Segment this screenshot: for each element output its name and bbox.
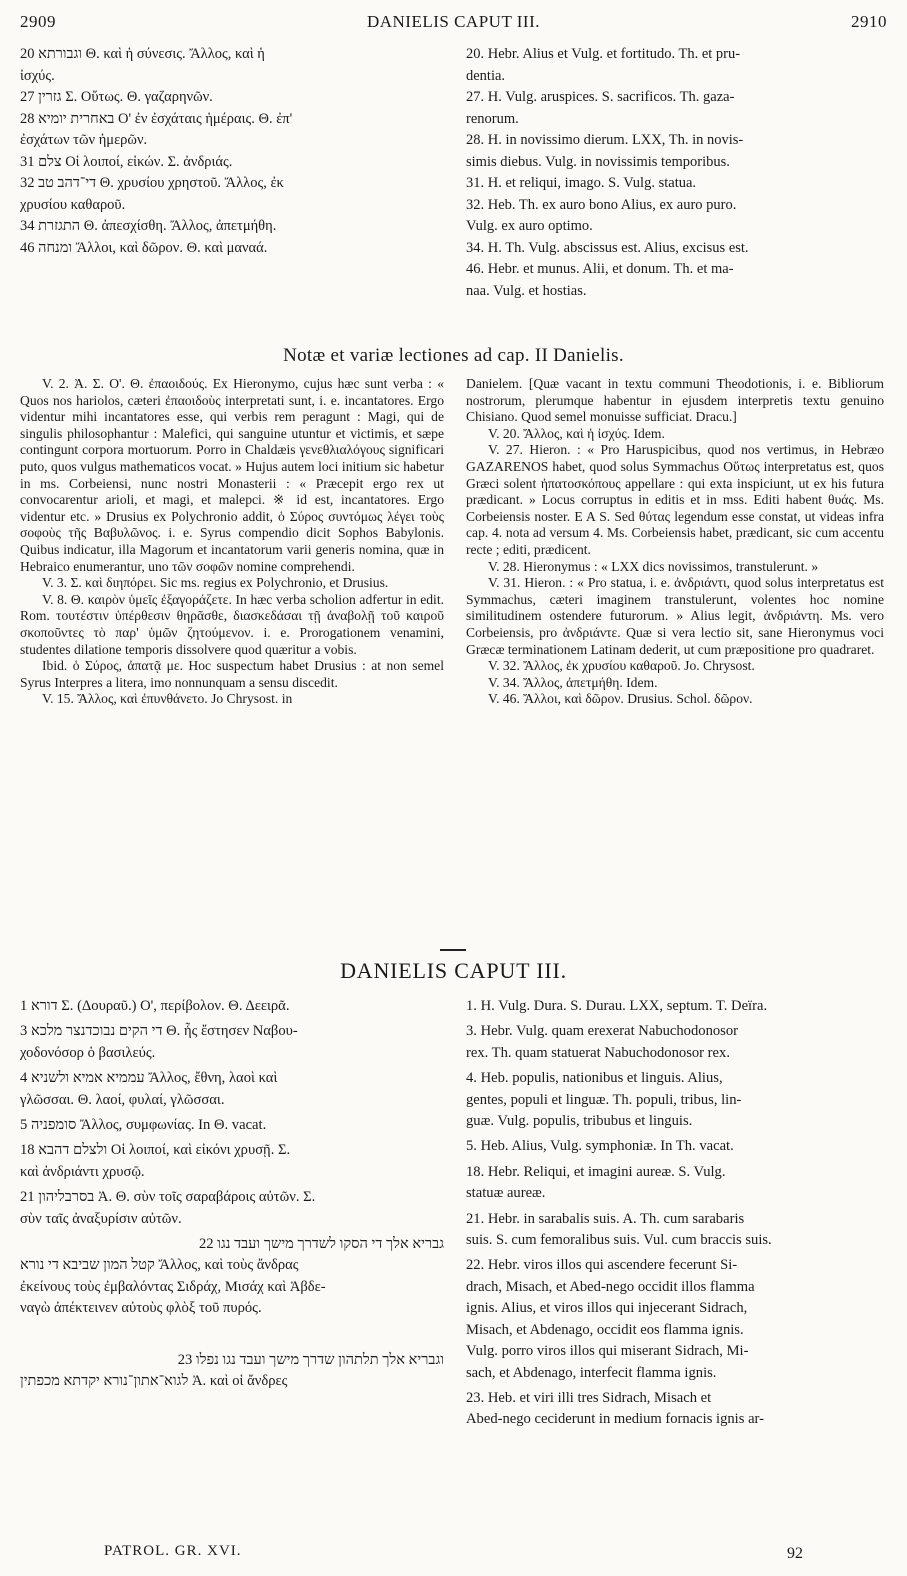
latin-line: 31. H. et reliqui, imago. S. Vulg. statua. bbox=[466, 175, 697, 191]
note-paragraph: V. 8. Θ. καιρὸν ὑμεῖς ἐξαγοράζετε. In hæc verba scholion adfertur in edit. Rom. τουτέστιν ὑπέρθεσιν θηρᾶσθε, διασκεδάσαι τῇ ἀναβολῇ τοῦ καιροῦ σκοποῦντες τὸ παρ' ὑμῶν ζητούμενον. i. e. Prorogationem venamini, studentes dilatione temporis dissolvere quod quæritur a vobis. bbox=[20, 591, 444, 657]
entry-line: 5. Heb. Alius, Vulg. symphoniæ. In Th. vacat. bbox=[466, 1138, 734, 1155]
note-paragraph: V. 28. Hieronymus : « LXX dics novissimos, transtulerunt. » bbox=[488, 558, 819, 574]
hebrew-line: וגבריא אלך תלתהון שדרך מישך ועבד נגו נפלו 23 bbox=[177, 1351, 444, 1368]
top-latin-column bbox=[466, 44, 884, 302]
chapter-entry-greek bbox=[20, 1234, 444, 1320]
chapter-title: DANIELIS CAPUT III. bbox=[340, 958, 567, 983]
chapter-entry-greek bbox=[20, 996, 444, 1017]
entry-line: sach, et Abdenago, interfecit flamma ignis. bbox=[466, 1364, 717, 1381]
greek-line: ומנחה 46 Ἄλλοι, καὶ δῶρον. Θ. καὶ μαναά. bbox=[20, 239, 268, 256]
entry-line: ולצלם דהבא 18 Οἱ λοιποί, καὶ εἰκόνι χρυσῇ. Σ. bbox=[20, 1142, 291, 1159]
entry-line: χοδονόσορ ὁ βασιλεύς. bbox=[20, 1044, 156, 1061]
entry-line: 3. Hebr. Vulg. quam erexerat Nabuchodonosor bbox=[466, 1023, 739, 1040]
entry-line: Vulg. porro viros illos qui miserant Sidrach, Mi- bbox=[466, 1343, 749, 1360]
chapter-entry-latin bbox=[466, 1136, 884, 1157]
latin-line: 32. Heb. Th. ex auro bono Alius, ex auro puro. bbox=[466, 196, 737, 213]
latin-line: Vulg. ex auro optimo. bbox=[466, 218, 593, 234]
entry-line: gentes, populi et linguæ. Th. populi, tribus, lin- bbox=[466, 1091, 742, 1108]
greek-line: ἰσχύς. bbox=[20, 67, 55, 84]
entry-line: ignis. Alius, et viros illos qui injecerant Sidrach, bbox=[466, 1300, 748, 1317]
running-title: DANIELIS CAPUT III. bbox=[366, 12, 541, 31]
latin-line: 27. H. Vulg. aruspices. S. sacrificos. Th. gaza- bbox=[466, 89, 735, 105]
note-paragraph: V. 46. Ἄλλοι, καὶ δῶρον. Drusius. Schol. δῶρον. bbox=[488, 691, 753, 707]
entry-line: ἐκείνους τοὺς ἐμβαλόντας Σιδράχ, Μισάχ καὶ Ἀβδε- bbox=[20, 1278, 326, 1295]
chapter-entry-greek bbox=[20, 1068, 444, 1111]
chapter-right-column bbox=[466, 996, 884, 1435]
chapter-entry-latin bbox=[466, 1021, 884, 1064]
entry-line: Abed-nego ceciderunt in medium fornacis ignis ar- bbox=[466, 1411, 764, 1428]
chapter-entry-latin bbox=[466, 1209, 884, 1252]
latin-line: 46. Hebr. et munus. Alii, et donum. Th. et ma- bbox=[466, 261, 734, 277]
greek-line: χρυσίου καθαροῦ. bbox=[20, 196, 126, 213]
entry-line: 18. Hebr. Reliqui, et imagini aureæ. S. Vulg. bbox=[466, 1163, 726, 1180]
section-divider bbox=[440, 949, 466, 951]
latin-line: naa. Vulg. et hostias. bbox=[466, 282, 587, 299]
note-paragraph: V. 34. Ἄλλος, ἀπετμήθη. Idem. bbox=[488, 674, 658, 690]
notes-title: Notæ et variæ lectiones ad cap. II Danielis. bbox=[283, 345, 624, 366]
latin-line: dentia. bbox=[466, 67, 506, 84]
entry-line: 1. H. Vulg. Dura. S. Durau. LXX, septum. T. Deïra. bbox=[466, 998, 768, 1014]
entry-line: σὺν ταῖς ἀναξυρίσιν αὐτῶν. bbox=[20, 1210, 182, 1227]
entry-line: 22. Hebr. viros illos qui ascendere fecerunt Si- bbox=[466, 1257, 738, 1274]
top-greek-column bbox=[20, 44, 444, 259]
entry-line: דורא 1 Σ. (Δουραῦ.) Ο', περίβολον. Θ. Δεειρᾶ. bbox=[20, 998, 290, 1014]
latin-line: 28. H. in novissimo dierum. LXX, Th. in novis- bbox=[466, 132, 744, 148]
latin-line: 20. Hebr. Alius et Vulg. et fortitudo. Th. et pru- bbox=[466, 46, 741, 62]
entry-line: statuæ aureæ. bbox=[466, 1185, 546, 1202]
footer-signature: 92 bbox=[787, 1545, 803, 1562]
greek-line: צלם 31 Οἱ λοιποί, εἰκών. Σ. ἀνδριάς. bbox=[20, 153, 233, 170]
chapter-entry-greek bbox=[20, 1021, 444, 1064]
chapter-entry-greek bbox=[20, 1140, 444, 1183]
entry-line: 23. Heb. et viri illi tres Sidrach, Misach et bbox=[466, 1389, 712, 1406]
entry-line: לגוא־אתון־נורא יקדתא מכפתין Ἀ. καὶ οἱ ἄνδρες bbox=[20, 1373, 288, 1390]
entry-line: עממיא אמיא ולשניא 4 Ἄλλος, ἔθνη, λαοὶ καὶ bbox=[20, 1070, 278, 1087]
entry-line: סומפניה 5 Ἄλλος, συμφωνίας. In Θ. vacat. bbox=[20, 1117, 267, 1134]
entry-line: suis. S. cum femoralibus suis. Vul. cum braccis suis. bbox=[466, 1232, 772, 1249]
note-paragraph: Ibid. ὁ Σύρος, ἀπατᾷ με. Hoc suspectum habet Drusius : at non semel Syrus Interpres a litera, imo nonnunquam a sensu discedit. bbox=[20, 658, 444, 690]
note-paragraph: V. 20. Ἄλλος, καὶ ἡ ἰσχύς. Idem. bbox=[488, 425, 665, 441]
entry-line: 4. Heb. populis, nationibus et linguis. Alius, bbox=[466, 1070, 723, 1087]
entry-line: guæ. Vulg. populis, tribubus et linguis. bbox=[466, 1113, 693, 1130]
entry-line: בסרבליהון 21 Ἀ. Θ. σὺν τοῖς σαραβάροις αὐτῶν. Σ. bbox=[20, 1189, 316, 1206]
latin-line: 34. H. Th. Vulg. abscissus est. Alius, excisus est. bbox=[466, 239, 749, 256]
latin-line: renorum. bbox=[466, 110, 519, 127]
greek-line: וגבורתא 20 Θ. καὶ ἡ σύνεσις. Ἄλλος, καὶ ἡ bbox=[20, 46, 265, 62]
note-paragraph: V. 32. Ἄλλος, ἐκ χρυσίου καθαροῦ. Jo. Chrysost. bbox=[488, 658, 755, 674]
chapter-left-column bbox=[20, 996, 444, 1397]
notes-right-column bbox=[466, 376, 884, 708]
chapter-entry-latin bbox=[466, 1388, 884, 1431]
greek-line: ἐσχάτων τῶν ἡμερῶν. bbox=[20, 132, 148, 148]
page-number-right: 2910 bbox=[851, 12, 887, 31]
note-paragraph: V. 2. Ἀ. Σ. Ο'. Θ. ἐπαοιδούς. Ex Hieronymo, cujus hæc sunt verba : « Quos nos hariolos, cæteri ἐπαοιδοὺς interpretati sunt, i. e. incantatores. Ergo videntur mihi incantatores esse, qui verbis rem peragunt : Magi, qui de singulis philosophantur : Malefici, qui sanguine utuntur et victimis, et sæpe contingunt corpora mortuorum. Porro in Chaldæis γενεθλιαλόγους significari puto, quos vulgus mathematicos vocat. » Hujus autem loci initium sic habetur in ms. Corbeiensi, nunc nostri Monasterii : « Præcepit ergo rex ut convocarentur arioli, et magi, et malepci. ※ id est, incantatores. Ergo videntur etc. » Drusius ex Polychronio addit, ὁ Σύρος συντόμως λέγει τοὺς σοφοὺς τῆς Βαβυλῶνος. i. e. Syrus compendio dicit Sophos Babylonis. Quibus indicatur, illa Magorum et incantatorum varii generis nomina, quæ in Hebraico enumerantur, uno τῶν σοφῶν nomine comprehendi. bbox=[20, 376, 444, 574]
entry-line: drach, Misach, et Abed-nego occidit illos flamma bbox=[466, 1278, 755, 1295]
chapter-entry-latin bbox=[466, 1068, 884, 1132]
chapter-entry-latin bbox=[466, 1162, 884, 1205]
entry-line: Misach, et Abdenago, occidit eos flamma ignis. bbox=[466, 1321, 744, 1338]
chapter-entry-greek bbox=[20, 1187, 444, 1230]
chapter-entry-greek bbox=[20, 1115, 444, 1136]
entry-line: די הקים נבוכדנצר מלכא 3 Θ. ἧς ἔστησεν Ναβου- bbox=[20, 1023, 298, 1040]
note-paragraph: V. 3. Σ. καὶ διηπόρει. Sic ms. regius ex Polychronio, et Drusius. bbox=[42, 575, 389, 591]
note-paragraph: V. 27. Hieron. : « Pro Haruspicibus, quod nos vertimus, in Hebræo GAZARENOS habet, quod solus Symmachus Οὕτως interpretatus est, quos Græci solent ἠπατοσκόπους appellare : qui exta inspiciunt, ut ex his futura prædicant. » Locus corruptus in editis et in mss. Editi habent θυάς. Ms. Corbeiensis noster. E A S. Sed θύτας legendum esse constat, ut videas infra cap. 4. nota ad versum 4. Ms. Corbeiensis habet, prædicant, sic cum accentu recte ; editi, prædicent. bbox=[466, 442, 884, 557]
entry-line: καὶ ἀνδριάντι χρυσῷ. bbox=[20, 1163, 145, 1180]
greek-line: באחרית יומיא 28 Ο' ἐν ἐσχάταις ἡμέραις. Θ. ἐπ' bbox=[20, 110, 293, 127]
entry-line: γλῶσσαι. Θ. λαοί, φυλαί, γλῶσσαι. bbox=[20, 1091, 225, 1108]
note-paragraph: Danielem. [Quæ vacant in textu communi Theodotionis, i. e. Bibliorum nostrorum, plerumque habentur in ejusdem interpretis textu genuino Chisiano. Quod semel monuisse sufficiat. Dracu.] bbox=[466, 376, 884, 425]
chapter-entry-latin bbox=[466, 1255, 884, 1383]
notes-left-column bbox=[20, 376, 444, 708]
latin-line: simis diebus. Vulg. in novissimis temporibus. bbox=[466, 153, 730, 170]
note-paragraph: V. 31. Hieron. : « Pro statua, i. e. ἀνδριάντι, quod solus interpretatus est Symmachus, cæteri imaginem transtulerunt, volentes hoc nomine similitudinem ostendere futurorum. » Alius legit, ἀνδριάντη. Ms. vero Corbeiensis, pro ἀνδριάντε. Quæ si vera lectio sit, sane Hieronymus voci Græcæ terminationem Latinam dederit, ut cum præpositione pro quadraret. bbox=[466, 575, 884, 657]
chapter-entry-latin bbox=[466, 996, 884, 1017]
entry-line: 21. Hebr. in sarabalis suis. A. Th. cum sarabaris bbox=[466, 1210, 745, 1227]
entry-line: קטל המון שביבא די נורא Ἄλλος, καὶ τοὺς ἄνδρας bbox=[20, 1257, 299, 1274]
note-paragraph: V. 15. Ἄλλος, καὶ ἐπυνθάνετο. Jo Chrysost. in bbox=[42, 691, 293, 707]
hebrew-line: גבריא אלך די הסקו לשדרך מישך ועבד נגו 22 bbox=[198, 1236, 444, 1253]
entry-line: ναγὼ ἀπέκτεινεν αὐτοὺς φλὸξ τοῦ πυρός. bbox=[20, 1300, 262, 1317]
entry-line: rex. Th. quam statuerat Nabuchodonosor rex. bbox=[466, 1044, 730, 1061]
greek-line: גזרין 27 Σ. Οὕτως. Θ. γαζαρηνῶν. bbox=[20, 89, 213, 105]
footer-series: PATROL. GR. XVI. bbox=[104, 1543, 242, 1559]
greek-line: התגזרת 34 Θ. ἀπεσχίσθη. Ἄλλος, ἀπετμήθη. bbox=[20, 218, 277, 234]
greek-line: די־דהב טב 32 Θ. χρυσίου χρηστοῦ. Ἄλλος, ἐκ bbox=[20, 175, 284, 191]
chapter-entry-greek bbox=[20, 1350, 444, 1393]
page-number-left: 2909 bbox=[20, 12, 56, 31]
page-header bbox=[20, 12, 887, 36]
